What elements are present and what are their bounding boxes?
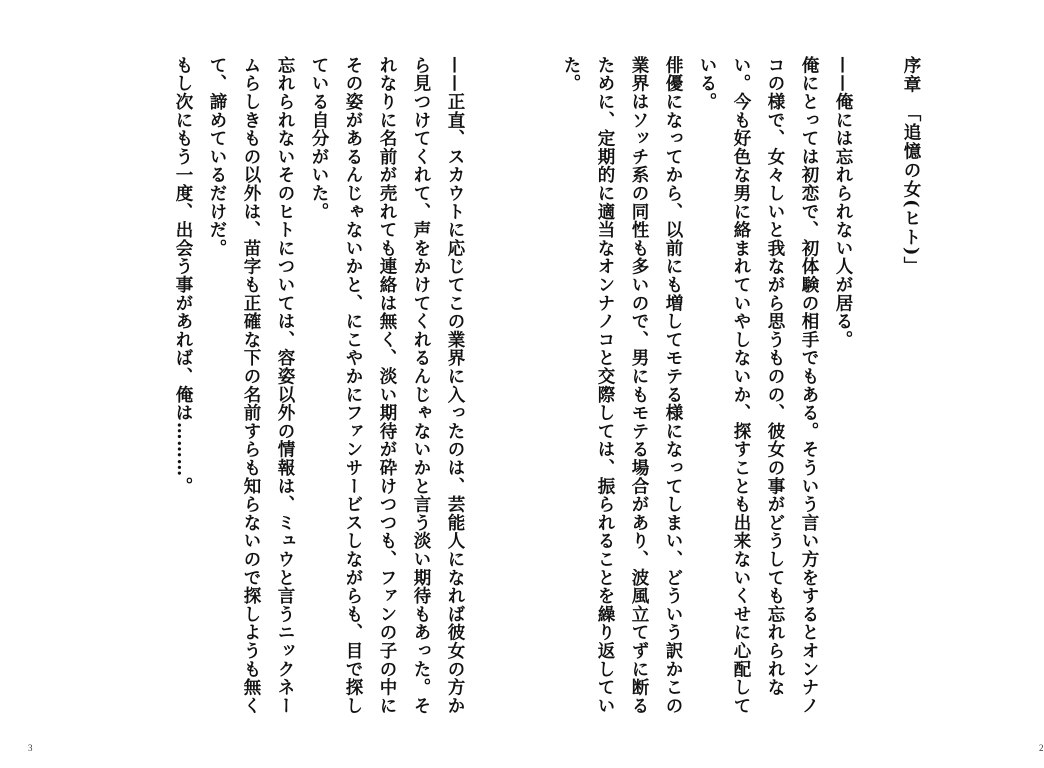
right-page <box>512 0 1044 768</box>
paragraph: 俺にとっては初恋で、初体験の相手でもある。そういう言い方をするとオンナノコの様で、女々しいと我ながら思うものの、彼女の事がどうしても忘れられない。今も好色な男に絡まれていやしないか、探すことも出来ないくせに心配している。 <box>697 56 819 715</box>
chapter-label: 序章 <box>901 56 921 94</box>
right-page-text-block <box>561 56 928 716</box>
page-number: 3 <box>28 743 33 753</box>
chapter-heading <box>894 56 928 716</box>
page-number: 2 <box>1039 743 1044 753</box>
paragraph: もし次にもう一度、出会う事があれば、俺は………。 <box>173 56 193 496</box>
left-page <box>0 0 512 768</box>
paragraph: 俳優になってから、以前にも増してモテる様になってしまい、どういう訳かこの業界はソッチ系の同性も多いので、男にもモテる場合があり、波風立てずに断るために、定期的に適当なオンナノコと交際しては、振られることを繰り返していた。 <box>561 56 683 715</box>
chapter-title: 「追憶の女(ヒト)」 <box>901 113 921 276</box>
paragraph: ——正直、スカウトに応じてこの業界に入ったのは、芸能人になれば彼女の方から見つけてくれて、声をかけてくれるんじゃないかと言う淡い期待もあった。それなりに名前が売れても連絡は無く、淡い期待が砕けつつも、ファンの子の中にその姿があるんじゃないかと、にこやかにファンサービスしながらも、目で探している自分がいた。 <box>309 56 465 715</box>
paragraph: ——俺には忘れられない人が居る。 <box>833 56 853 349</box>
left-page-text-block <box>112 56 472 716</box>
paragraph: 忘れられないそのヒトについては、容姿以外の情報は、ミュウと言うニックネームらしきもの以外は、苗字も正確な下の名前すらも知らないので探しようも無くて、諦めているだけだ。 <box>207 56 295 715</box>
